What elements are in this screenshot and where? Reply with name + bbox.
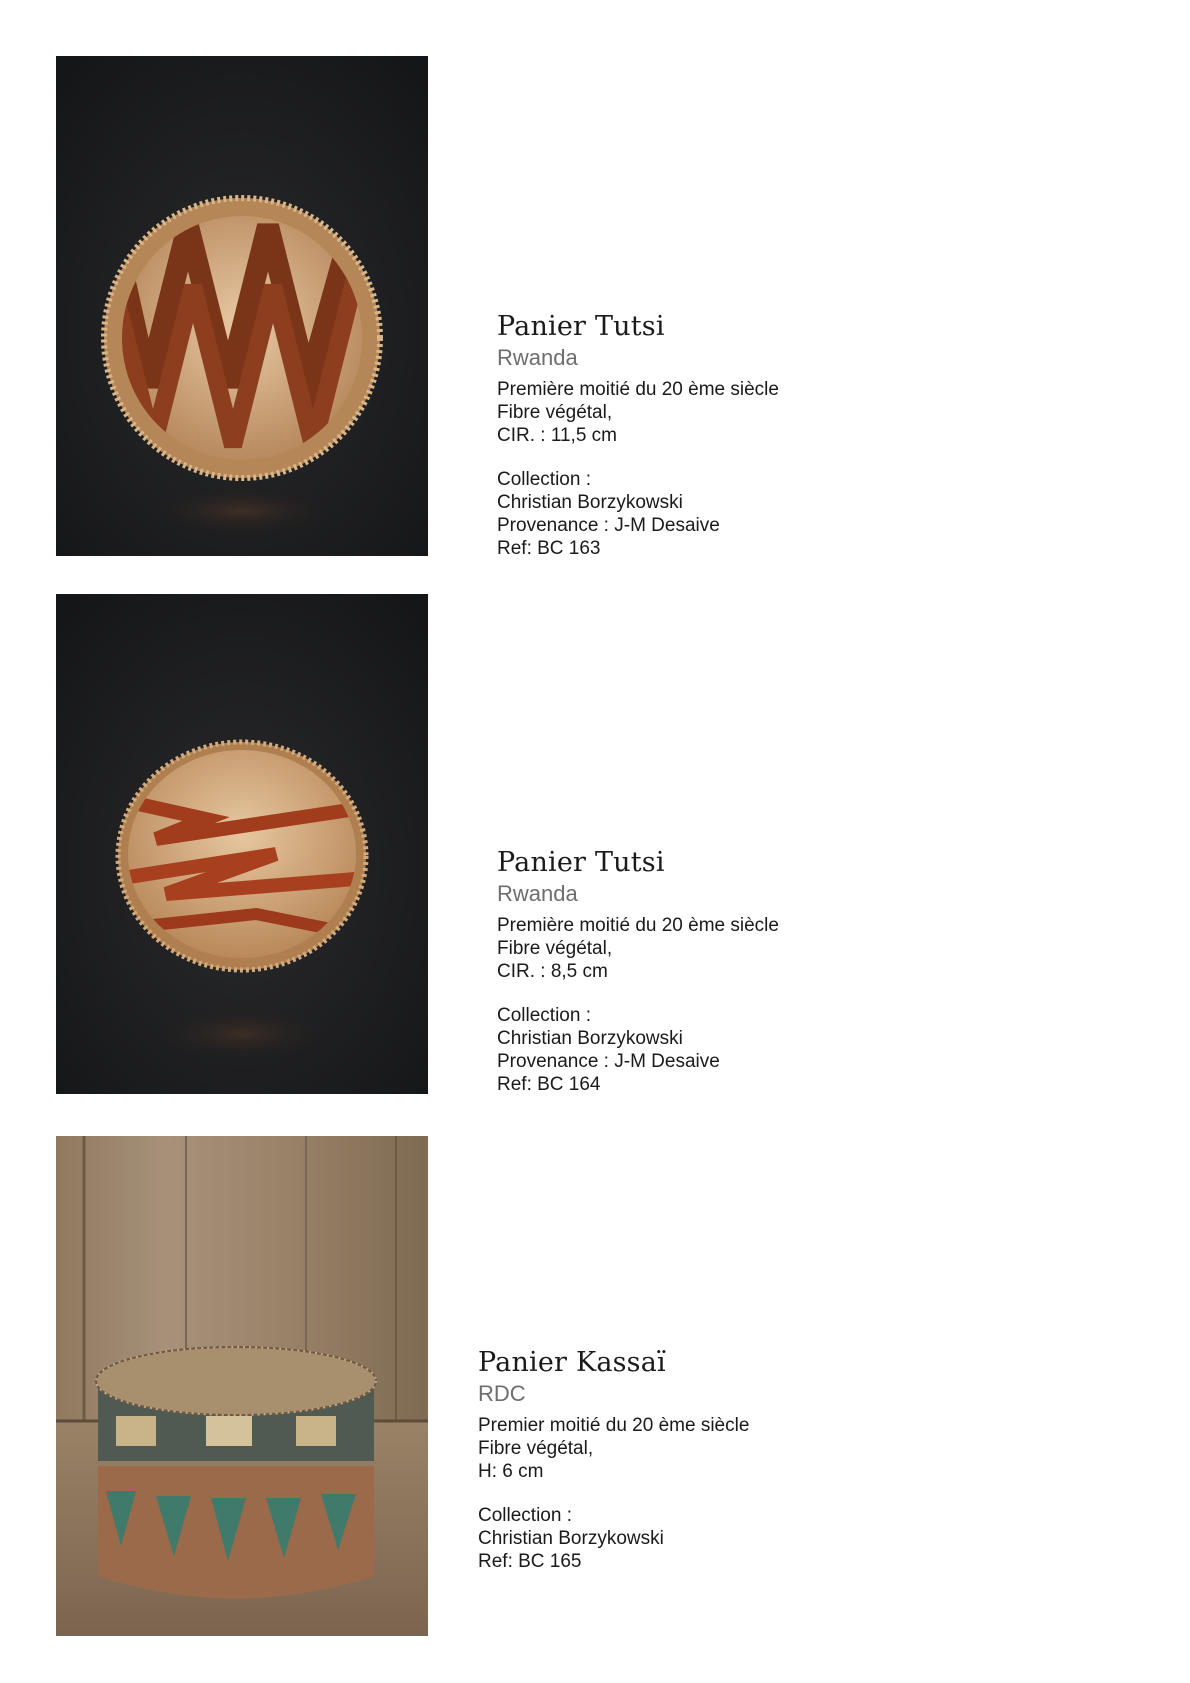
basket-photo-bc165 <box>56 1136 428 1636</box>
item-origin: Rwanda <box>497 881 578 906</box>
item-origin: RDC <box>478 1381 526 1406</box>
catalog-entry-bc164 <box>497 846 917 1096</box>
item-material: Fibre végétal, <box>497 402 613 423</box>
item-period: Premier moitié du 20 ème siècle <box>478 1415 750 1436</box>
item-title: Panier Tutsi <box>497 847 665 878</box>
item-ref: Ref: BC 164 <box>497 1074 601 1095</box>
item-provenance: Provenance : J-M Desaive <box>497 1051 720 1072</box>
item-ref: Ref: BC 163 <box>497 538 601 559</box>
item-dimension: CIR. : 8,5 cm <box>497 961 608 982</box>
catalog-entry-bc165 <box>478 1346 898 1573</box>
item-title: Panier Tutsi <box>497 311 665 342</box>
item-collection-label: Collection : <box>478 1505 572 1526</box>
basket-photo-bc163 <box>56 56 428 556</box>
item-collector: Christian Borzykowski <box>497 1028 683 1049</box>
item-dimension: CIR. : 11,5 cm <box>497 425 618 446</box>
basket-photo-bc164 <box>56 594 428 1094</box>
item-material: Fibre végétal, <box>497 938 613 959</box>
item-collection-label: Collection : <box>497 469 591 490</box>
item-material: Fibre végétal, <box>478 1438 594 1459</box>
item-period: Première moitié du 20 ème siècle <box>497 915 779 936</box>
item-provenance: Provenance : J-M Desaive <box>497 515 720 536</box>
catalog-entry-bc163 <box>497 310 917 560</box>
item-title: Panier Kassaï <box>478 1347 666 1378</box>
item-dimension: H: 6 cm <box>478 1461 544 1482</box>
item-collection-label: Collection : <box>497 1005 591 1026</box>
item-collector: Christian Borzykowski <box>497 492 683 513</box>
item-collector: Christian Borzykowski <box>478 1528 664 1549</box>
item-ref: Ref: BC 165 <box>478 1551 582 1572</box>
item-origin: Rwanda <box>497 345 578 370</box>
item-period: Première moitié du 20 ème siècle <box>497 379 779 400</box>
